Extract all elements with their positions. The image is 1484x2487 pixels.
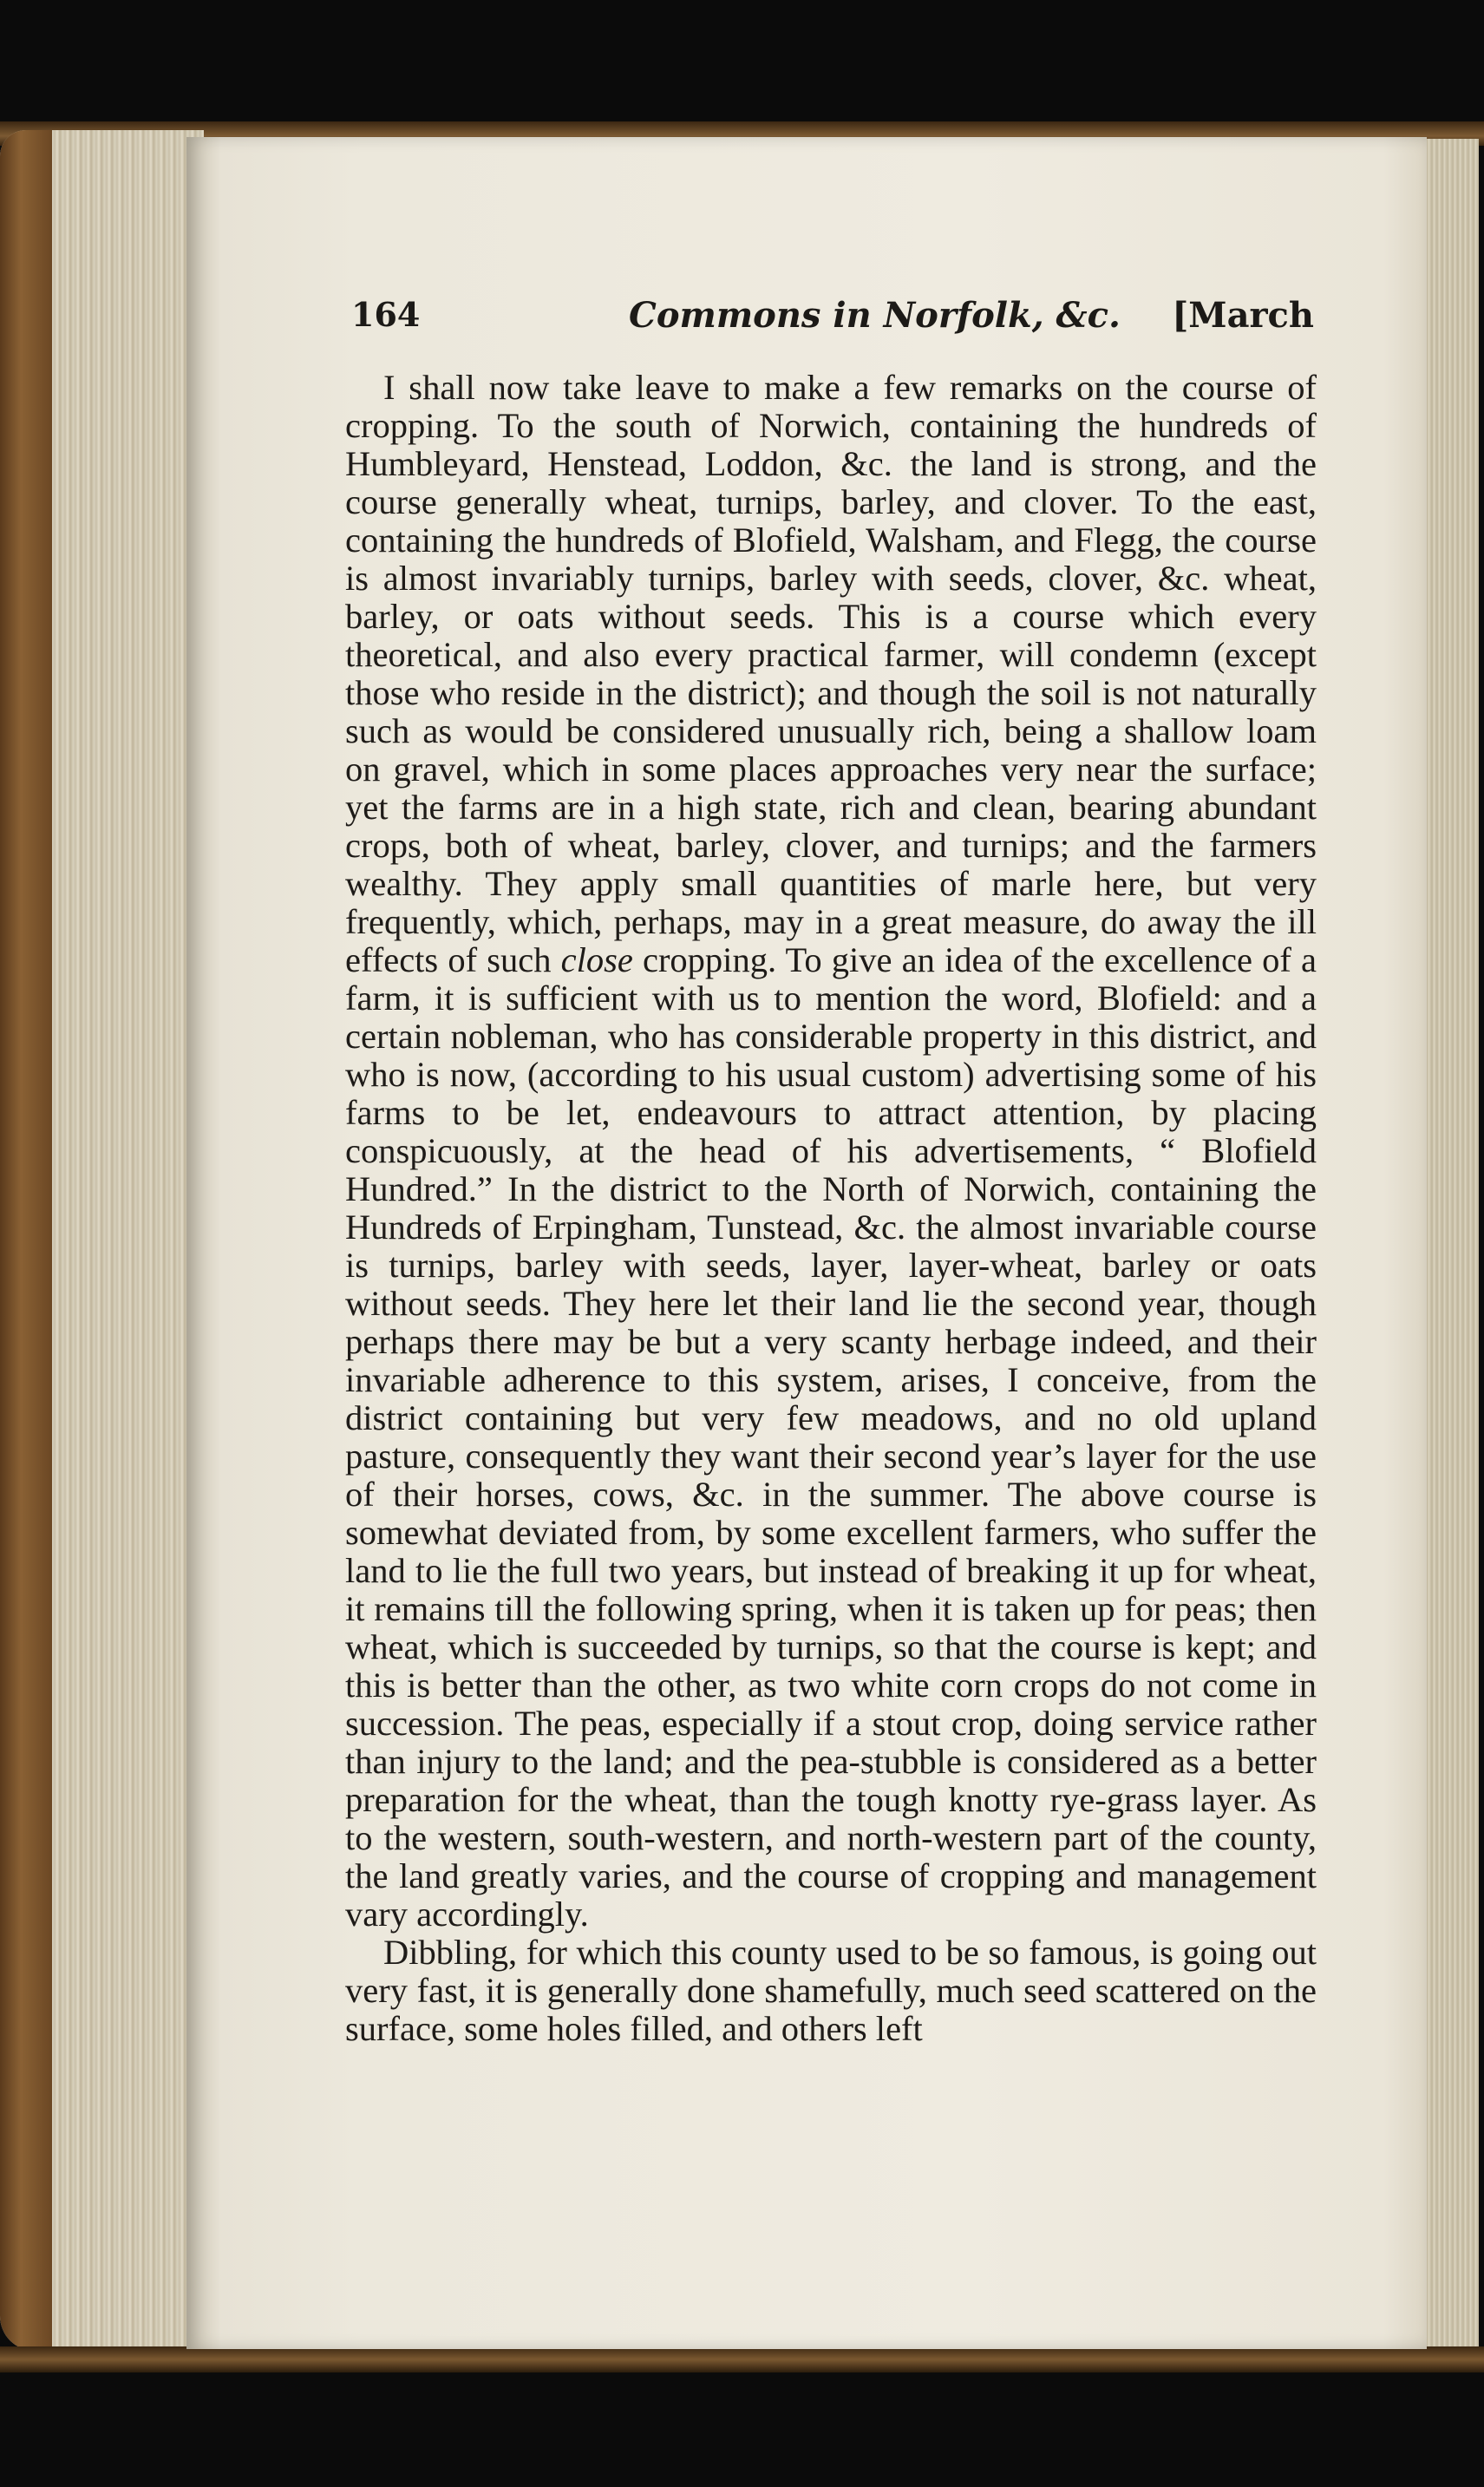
paragraph-dibbling: Dibbling, for which this county used to be so famous, is going out very fast, it is generally done shamefully, much seed scattered on the surface, some holes filled, and others left (345, 1933, 1317, 2048)
book-spine-leather (0, 130, 52, 2351)
book-cover-bottom-edge (0, 2346, 1484, 2372)
section-date: [March (1172, 295, 1314, 336)
page-number: 164 (351, 295, 421, 334)
body-text (345, 369, 1317, 2048)
paragraph-cropping-text-a: I shall now take leave to make a few remarks on the course of cropping. To the south of Norwich, containing the hundreds of Humbleyard, Henstead, Loddon, &c. the land is strong, and the course generally wheat, turnips, barley, and clover. To the east, containing the hundreds of Blofield, Walsham, and Flegg, the course is almost invariably turnips, barley with seeds, clover, &c. wheat, barley, or oats without seeds. This is a course which every theoretical, and also every practical farmer, will condemn (except those who reside in the district); and though the soil is not naturally such as would be considered unusually rich, being a shallow loam on gravel, which in some places approaches very near the surface; yet the farms are in a high state, rich and clean, bearing abundant crops, both of wheat, barley, clover, and turnips; and the farmers wealthy. They apply small quantities of marle here, but very frequently, which, perhaps, may in a great measure, do away the ill effects of such (345, 368, 1317, 979)
paragraph-cropping-italic: close (560, 940, 633, 979)
page-header (351, 295, 1314, 347)
running-title: Commons in Norfolk, &c. (629, 295, 1121, 336)
paragraph-cropping (345, 369, 1317, 1934)
paragraph-cropping-text-b: cropping. To give an idea of the excellence of a farm, it is sufficient with us to mention the word, Blofield: and a certain nobleman, who has considerable property in this district, and who is now, (according to his usual custom) advertising some of his farms to be let, endeavours to attract attention, by placing conspicuously, at the head of his advertisements, “ Blofield Hundred.” In the district to the North of Norwich, containing the Hundreds of Erpingham, Tunstead, &c. the almost invariable course is turnips, barley with seeds, layer, layer-wheat, barley or oats without seeds. They here let their land lie the second year, though perhaps there may be but a very scanty herbage indeed, and their invariable adherence to this system, arises, I conceive, from the district containing but very few meadows, and no old upland pasture, consequently they want their second year’s layer for the use of their horses, cows, &c. in the summer. The above course is somewhat deviated from, by some excellent farmers, who suffer the land to lie the full two years, but instead of breaking it up for wheat, it remains till the following spring, when it is taken up for peas; then wheat, which is succeeded by turnips, so that the course is kept; and this is better than the other, as two white corn crops do not come in succession. The peas, especially if a stout crop, doing service rather than injury to the land; and the pea-stubble is considered as a better preparation for the wheat, than the tough knotty rye-grass layer. As to the western, south-western, and north-western part of the county, the land greatly varies, and the course of cropping and management vary accordingly. (345, 940, 1317, 1934)
